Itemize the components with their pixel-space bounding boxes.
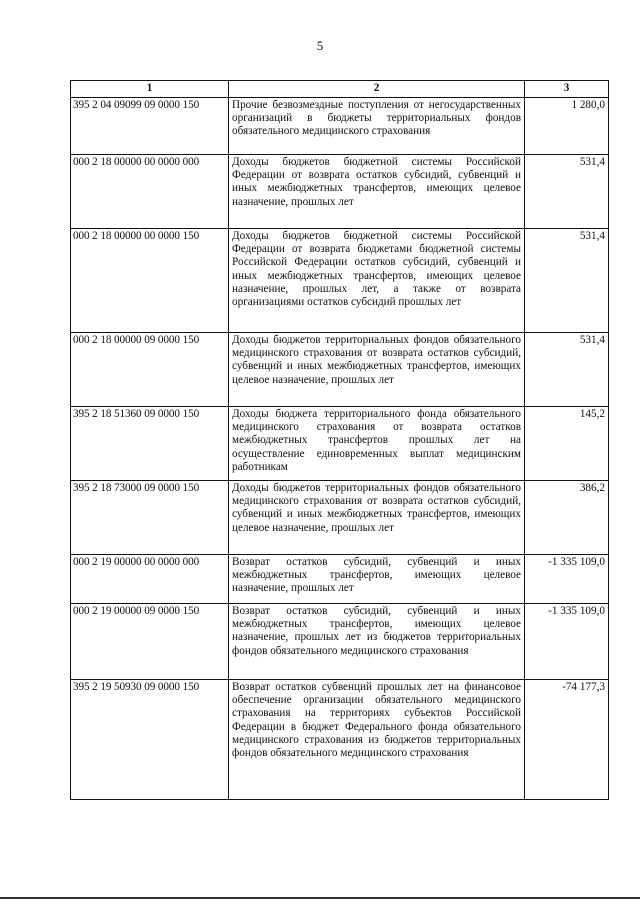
description: Возврат остатков субсидий, субвенций и иных межбюджетных трансфертов, имеющих целевое назначение, прошлых лет bbox=[229, 555, 525, 604]
description: Доходы бюджетов бюджетной системы Российской Федерации от возврата остатков субсидий, субвенций и иных межбюджетных трансфертов, имеющих целевое назначение, прошлых лет bbox=[229, 155, 525, 229]
amount: 386,2 bbox=[525, 481, 609, 555]
amount: -1 335 109,0 bbox=[525, 604, 609, 680]
table-row bbox=[71, 680, 609, 800]
scan-edge-line bbox=[0, 897, 640, 899]
table-row bbox=[71, 481, 609, 555]
budget-code: 395 2 18 51360 09 0000 150 bbox=[71, 407, 229, 481]
budget-code: 000 2 18 00000 00 0000 150 bbox=[71, 229, 229, 333]
description: Доходы бюджетов территориальных фондов обязательного медицинского страхования от возврата остатков субсидий, субвенций и иных межбюджетных трансфертов, имеющих целевое назначение, прошлых лет bbox=[229, 333, 525, 407]
budget-code: 000 2 18 00000 09 0000 150 bbox=[71, 333, 229, 407]
column-header-amount: 3 bbox=[525, 81, 609, 98]
budget-code: 395 2 04 09099 09 0000 150 bbox=[71, 98, 229, 155]
budget-code: 395 2 18 73000 09 0000 150 bbox=[71, 481, 229, 555]
description: Доходы бюджета территориального фонда обязательного медицинского страхования от возврата остатков межбюджетных трансфертов прошлых лет на осуществление единовременных выплат медицинским работникам bbox=[229, 407, 525, 481]
budget-code: 000 2 19 00000 00 0000 000 bbox=[71, 555, 229, 604]
column-header-description: 2 bbox=[229, 81, 525, 98]
budget-code: 000 2 19 00000 09 0000 150 bbox=[71, 604, 229, 680]
amount: -74 177,3 bbox=[525, 680, 609, 800]
table-row bbox=[71, 98, 609, 155]
budget-revenue-table bbox=[70, 80, 609, 800]
table-row bbox=[71, 604, 609, 680]
table-row bbox=[71, 407, 609, 481]
description: Возврат остатков субвенций прошлых лет на финансовое обеспечение организации обязательного медицинского страхования на территориях субъектов Российской Федерации в бюджет Федерального фонда обязательного медицинского страхования из бюджетов территориальных фондов обязательного медицинского страхования bbox=[229, 680, 525, 800]
budget-code: 395 2 19 50930 09 0000 150 bbox=[71, 680, 229, 800]
table-row bbox=[71, 555, 609, 604]
description: Возврат остатков субсидий, субвенций и иных межбюджетных трансфертов, имеющих целевое назначение, прошлых лет из бюджетов территориальных фондов обязательного медицинского страхования bbox=[229, 604, 525, 680]
amount: 531,4 bbox=[525, 155, 609, 229]
budget-code: 000 2 18 00000 00 0000 000 bbox=[71, 155, 229, 229]
column-header-code: 1 bbox=[71, 81, 229, 98]
table-row bbox=[71, 229, 609, 333]
amount: 531,4 bbox=[525, 333, 609, 407]
amount: 531,4 bbox=[525, 229, 609, 333]
page-number: 5 bbox=[316, 38, 324, 53]
table-row bbox=[71, 333, 609, 407]
amount: 145,2 bbox=[525, 407, 609, 481]
amount: 1 280,0 bbox=[525, 98, 609, 155]
table-header-row bbox=[71, 81, 609, 98]
table-row bbox=[71, 155, 609, 229]
description: Прочие безвозмездные поступления от негосударственных организаций в бюджеты территориальных фондов обязательного медицинского страхования bbox=[229, 98, 525, 155]
description: Доходы бюджетов территориальных фондов обязательного медицинского страхования от возврата остатков субсидий, субвенций и иных межбюджетных трансфертов, имеющих целевое назначение, прошлых лет bbox=[229, 481, 525, 555]
description: Доходы бюджетов бюджетной системы Российской Федерации от возврата бюджетами бюджетной системы Российской Федерации остатков субсидий, субвенций и иных межбюджетных трансфертов, имеющих целевое назначение, прошлых лет, а также от возврата организациями остатков субсидий прошлых лет bbox=[229, 229, 525, 333]
amount: -1 335 109,0 bbox=[525, 555, 609, 604]
